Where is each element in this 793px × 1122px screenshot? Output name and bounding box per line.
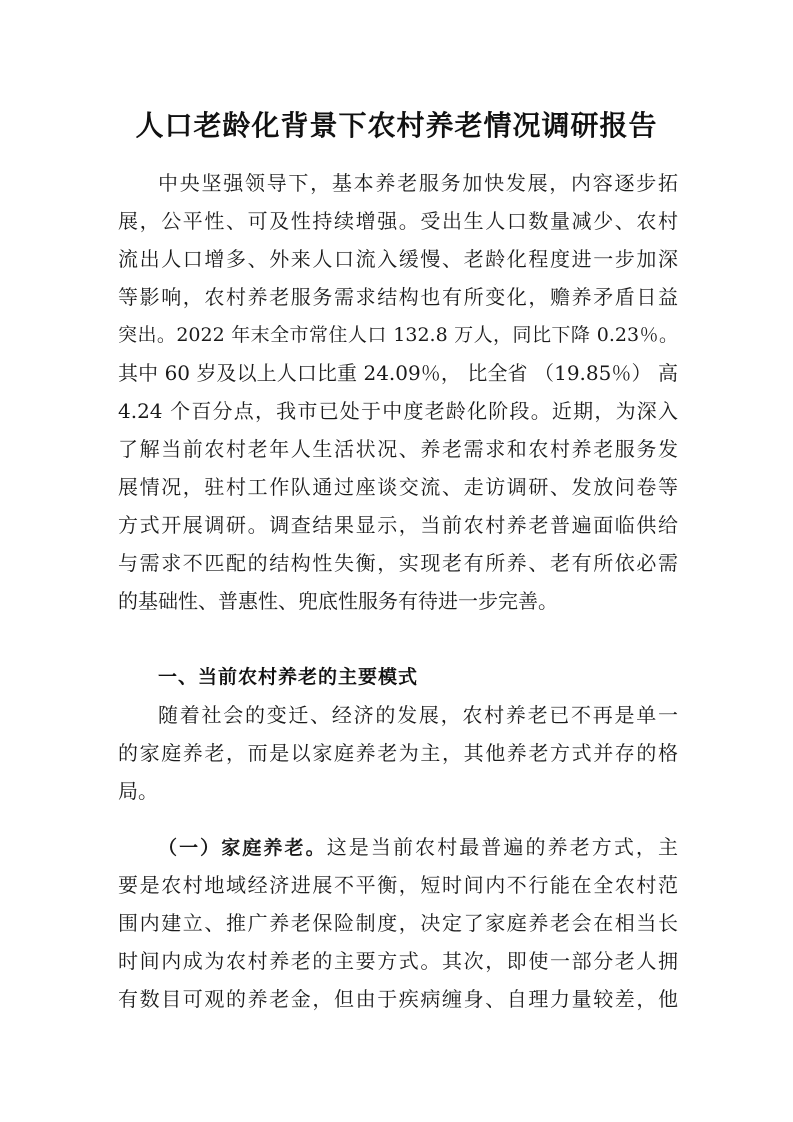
paragraph-line: 展，公平性、可及性持续增强。受出生人口数量减少、农村 xyxy=(118,209,678,233)
paragraph-line: 围内建立、推广养老保险制度，决定了家庭养老会在相当长 xyxy=(118,911,678,935)
paragraph-line: 时间内成为农村养老的主要方式。其次，即使一部分老人拥 xyxy=(118,949,678,973)
paragraph-line: 方式开展调研。调查结果显示，当前农村养老普遍面临供给 xyxy=(118,513,678,537)
paragraph-line: 的家庭养老，而是以家庭养老为主，其他养老方式并存的格 xyxy=(118,741,678,765)
paragraph-line: 局。 xyxy=(118,779,158,803)
paragraph-line: 等影响，农村养老服务需求结构也有所变化，赡养矛盾日益 xyxy=(118,285,678,309)
document-title: 人口老龄化背景下农村养老情况调研报告 xyxy=(135,109,658,142)
subsection-text: 这是当前农村最普遍的养老方式，主 xyxy=(326,835,678,859)
paragraph-line: 随着社会的变迁、经济的发展，农村养老已不再是单一 xyxy=(158,703,678,727)
paragraph-line: 了解当前农村老年人生活状况、养老需求和农村养老服务发 xyxy=(118,437,678,461)
paragraph-line: 要是农村地域经济进展不平衡，短时间内不行能在全农村范 xyxy=(118,873,678,897)
paragraph-line: 4.24 个百分点，我市已处于中度老龄化阶段。近期，为深入 xyxy=(118,399,678,423)
paragraph-line: 其中 60 岁及以上人口比重 24.09％， 比全省 （19.85％） 高 xyxy=(118,361,678,385)
paragraph-line: 展情况，驻村工作队通过座谈交流、走访调研、发放问卷等 xyxy=(118,475,678,499)
paragraph-line: 中央坚强领导下，基本养老服务加快发展，内容逐步拓 xyxy=(158,171,678,195)
subsection-first-line xyxy=(158,828,678,866)
paragraph-line: 有数目可观的养老金，但由于疾病缠身、自理力量较差，他 xyxy=(118,987,678,1011)
subsection-heading: （一）家庭养老。 xyxy=(158,837,327,859)
paragraph-line: 的基础性、普惠性、兜底性服务有待进一步完善。 xyxy=(118,589,558,613)
paragraph-line: 突出。2022 年末全市常住人口 132.8 万人，同比下降 0.23％。 xyxy=(118,324,678,346)
section-heading: 一、当前农村养老的主要模式 xyxy=(158,666,419,688)
paragraph-line: 与需求不匹配的结构性失衡，实现老有所养、老有所依必需 xyxy=(118,551,678,575)
paragraph-line: 流出人口增多、外来人口流入缓慢、老龄化程度进一步加深 xyxy=(118,247,678,271)
